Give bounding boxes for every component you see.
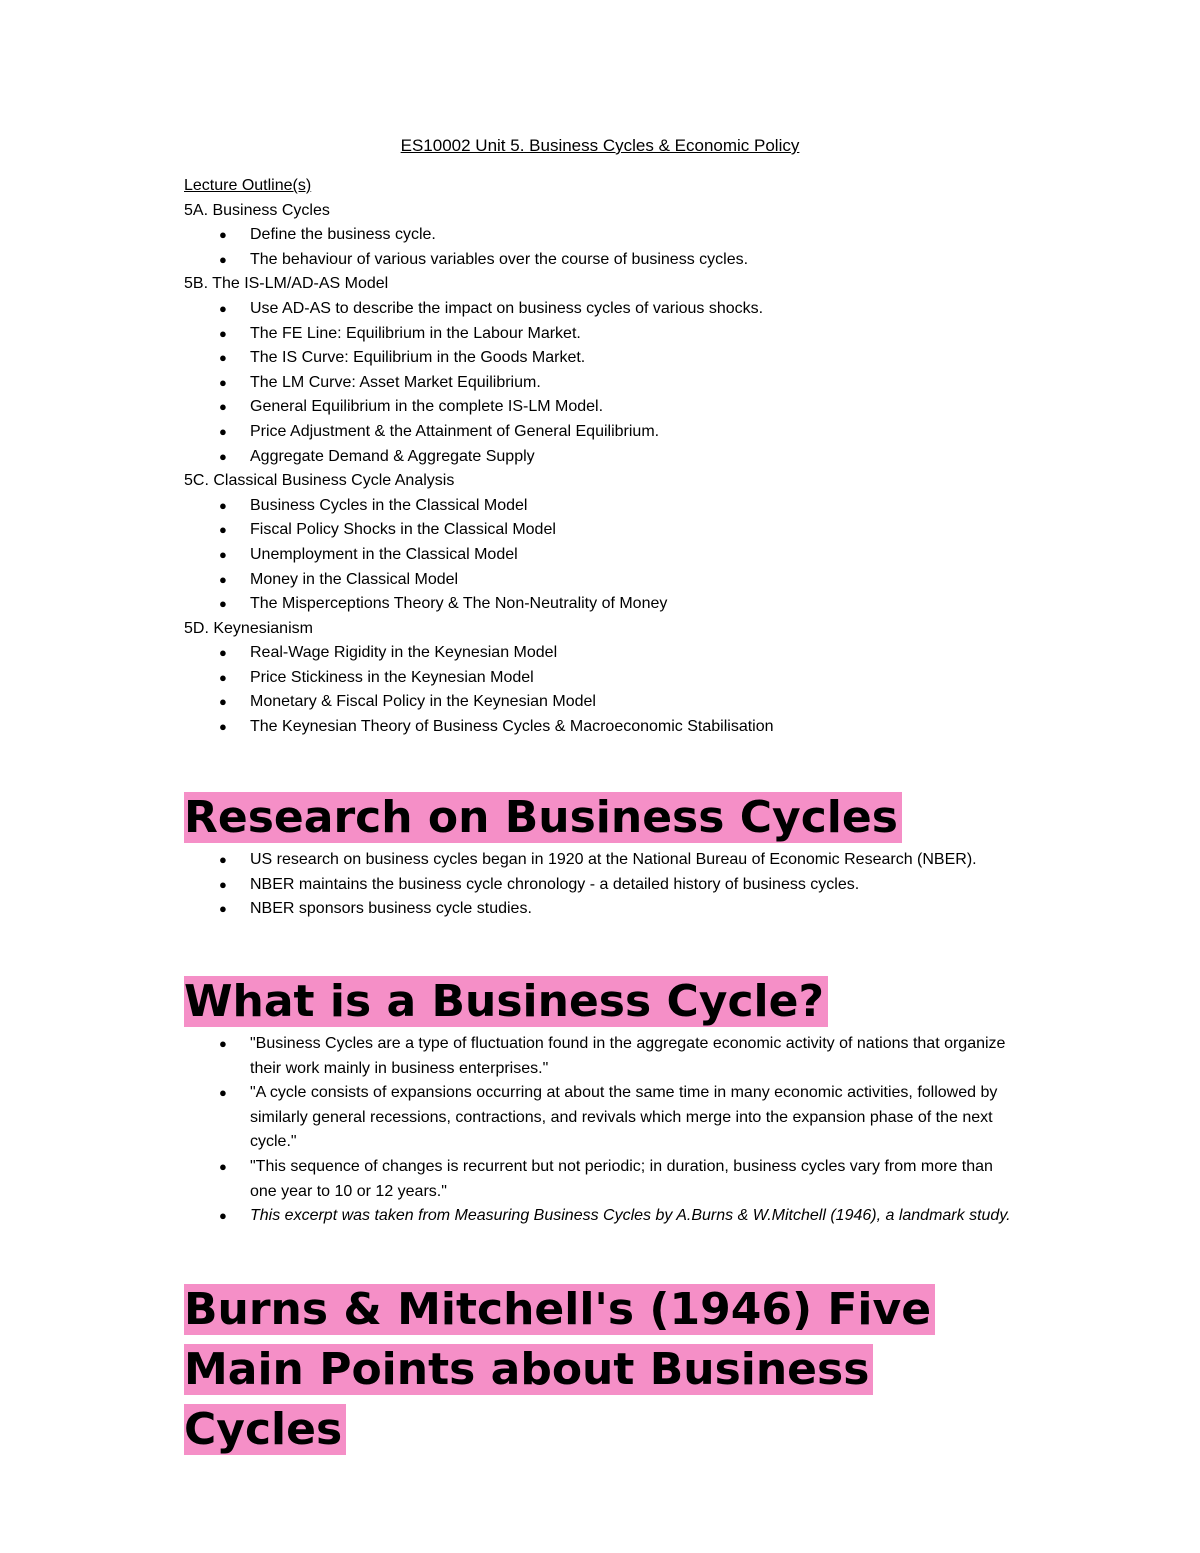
bullet-icon: ● [219,719,227,735]
bullet-icon: ● [219,546,227,562]
list-item: ● Price Stickiness in the Keynesian Model [184,666,1064,691]
bullet-icon: ● [219,227,227,243]
section-label-5c: 5C. Classical Business Cycle Analysis [184,472,455,490]
definition-heading: What is a Business Cycle? [184,972,828,1032]
section-5d-list [184,641,1064,739]
list-item: ● Monetary & Fiscal Policy in the Keynesian Model [184,690,1064,715]
list-item: ● The behaviour of various variables over the course of business cycles. [184,248,1064,273]
burns-mitchell-heading: Burns & Mitchell's (1946) Five Main Points about Business Cycles [184,1280,1004,1460]
definition-list [184,1032,1014,1229]
bullet-icon: ● [219,852,227,867]
bullet-icon: ● [219,423,227,439]
bullet-icon: ● [219,669,227,685]
bullet-icon: ● [219,876,227,892]
research-list-block [184,848,1014,922]
list-item: ● Fiscal Policy Shocks in the Classical Model [184,518,1064,543]
bullet-icon: ● [219,1036,227,1051]
research-heading: Research on Business Cycles [184,788,902,848]
section-label-5a: 5A. Business Cycles [184,201,330,219]
definition-list-block [184,1032,1014,1229]
list-item: ● Real-Wage Rigidity in the Keynesian Model [184,641,1064,666]
bullet-icon: ● [219,694,227,710]
bullet-icon: ● [219,497,227,513]
list-item: ● General Equilibrium in the complete IS-LM Model. [184,395,1064,420]
bullet-icon: ● [219,300,227,316]
list-item: ● Aggregate Demand & Aggregate Supply [184,445,1064,470]
list-item: ● Use AD-AS to describe the impact on business cycles of various shocks. [184,297,1064,322]
bullet-icon: ● [219,325,227,341]
list-item: ● Define the business cycle. [184,223,1064,248]
bullet-icon: ● [219,571,227,587]
research-list [184,848,1014,922]
list-item: ● Money in the Classical Model [184,568,1064,593]
bullet-icon: ● [219,1085,227,1101]
bullet-icon: ● [219,399,227,415]
section-5b-list [184,297,1064,469]
outline-heading: Lecture Outline(s) [184,177,312,194]
section-5c-list [184,494,1064,617]
list-item: ● The Keynesian Theory of Business Cycles & Macroeconomic Stabilisation [184,715,1064,740]
bullet-icon: ● [219,350,227,366]
list-item: ● The FE Line: Equilibrium in the Labour Market. [184,322,1064,347]
bullet-icon: ● [219,374,227,390]
list-item: ● "Business Cycles are a type of fluctuation found in the aggregate economic activity of nations that organize their work mainly in business enterprises." [184,1032,1014,1081]
list-item: ● The Misperceptions Theory & The Non-Neutrality of Money [184,592,1064,617]
citation-note: This excerpt was taken from Measuring Business Cycles by A.Burns & W.Mitchell (1946), a landmark study. [250,1207,1011,1225]
list-item: ● "This sequence of changes is recurrent but not periodic; in duration, business cycles vary from more than one year to 10 or 12 years." [184,1155,1014,1204]
list-item: ● "A cycle consists of expansions occurring at about the same time in many economic activities, followed by similarly general recessions, contractions, and revivals which merge into the expansion phase of the next cycle." [184,1081,1014,1155]
bullet-icon: ● [219,448,227,464]
section-5a-list [184,223,1064,272]
bullet-icon: ● [219,901,227,917]
section-label-5d: 5D. Keynesianism [184,619,313,637]
bullet-icon: ● [219,251,227,267]
list-item [184,1204,1014,1229]
list-item: ● Price Adjustment & the Attainment of General Equilibrium. [184,420,1064,445]
list-item: ● NBER sponsors business cycle studies. [184,897,1014,922]
list-item: ● NBER maintains the business cycle chronology - a detailed history of business cycles. [184,873,1014,898]
list-item: ● US research on business cycles began in 1920 at the National Bureau of Economic Research (NBER). [184,848,1014,873]
list-item: ● The LM Curve: Asset Market Equilibrium. [184,371,1064,396]
bullet-icon: ● [219,1158,227,1174]
list-item: ● Business Cycles in the Classical Model [184,494,1064,519]
section-label-5b: 5B. The IS-LM/AD-AS Model [184,275,389,293]
list-item: ● Unemployment in the Classical Model [184,543,1064,568]
bullet-icon: ● [219,596,227,612]
bullet-icon: ● [219,645,227,661]
bullet-icon: ● [219,1208,227,1224]
document-title: ES10002 Unit 5. Business Cycles & Economic Policy [400,136,800,155]
lecture-outline [184,174,1064,740]
list-item: ● The IS Curve: Equilibrium in the Goods Market. [184,346,1064,371]
bullet-icon: ● [219,522,227,538]
